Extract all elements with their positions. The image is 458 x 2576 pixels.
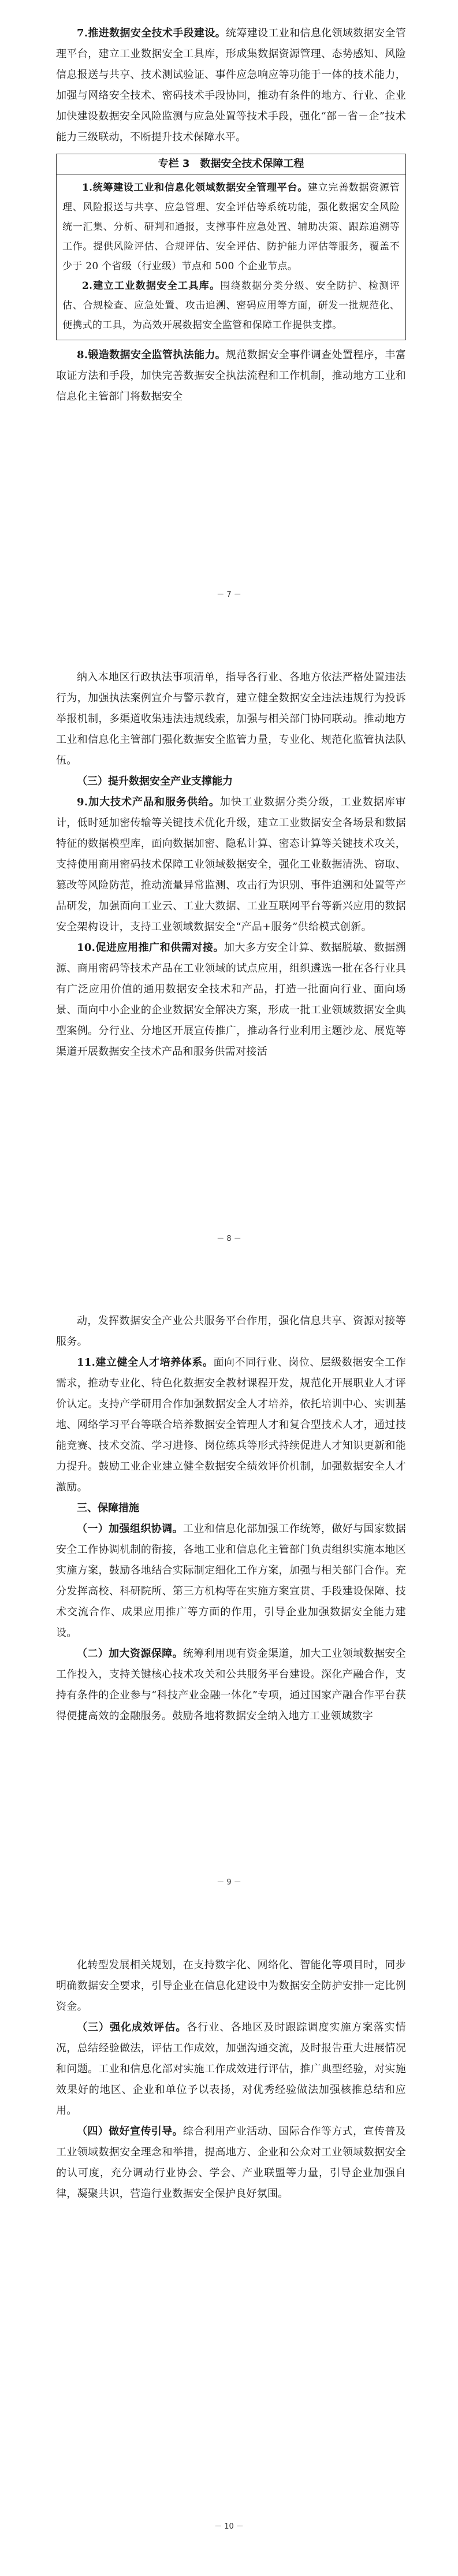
paragraph xyxy=(56,1519,406,1644)
paragraph-lead: 7.推进数据安全技术手段建设。 xyxy=(77,27,226,39)
paragraph-text: 面向不同行业、岗位、层级数据安全工作需求，推动专业化、特色化数据安全教材课程开发，规范化开展职业人才评价认定。支持产学研用合作加强数据安全人才培养，依托培训中心、实训基地、网络学习平台等联合培养数据安全管理人才和复合型技术人才，通过技能竞赛、技术交流、学习进修、岗位练兵等形式持续促进人才知识更新和能力提升。鼓励工业企业建立健全数据安全绩效评价机制，加强数据安全人才激励。 xyxy=(56,1356,407,1493)
paragraph-lead: （二）加大资源保障。 xyxy=(77,1648,183,1660)
paragraph-lead: （四）做好宣传引导。 xyxy=(77,2125,183,2138)
page-content xyxy=(56,23,406,407)
paragraph-lead: 11.建立健全人才培养体系。 xyxy=(77,1356,214,1369)
sidebar-box xyxy=(56,154,406,340)
paragraph: 化转型发展相关规划，在支持数字化、网络化、智能化等项目时，同步明确数据安全要求，引导企业在信息化建设中为数据安全防护安排一定比例资金。 xyxy=(56,1959,406,2013)
page-number: － 8 － xyxy=(217,1235,241,1243)
document-page xyxy=(0,0,458,644)
section-heading: （三）提升数据安全产业支撑能力 xyxy=(77,775,233,787)
paragraph-text: 统筹利用现有资金渠道，加大工业领域数据安全工作投入，支持关键核心技术攻关和公共服务平台建设。深化产融合作，支持有条件的企业参与“科技产业金融一体化”专项，通过国家产融合作平台获得便捷高效的金融服务。鼓励各地将数据安全纳入地方工业领域数字 xyxy=(56,1648,406,1722)
box-title: 专栏 3 数据安全技术保障工程 xyxy=(57,154,405,174)
paragraph xyxy=(56,938,406,1062)
paragraph xyxy=(56,792,406,938)
section-heading: 三、保障措施 xyxy=(77,1502,139,1514)
paragraph-lead: （一）加强组织协调。 xyxy=(77,1523,183,1535)
paragraph-text: 统筹建设工业和信息化领域数据安全管理平台，建立工业数据安全工具库，形成集数据资源管理、态势感知、风险信息报送与共享、技术测试验证、事件应急响应等功能于一体的技术能力，加强与网络安全技术、密码技术手段协同，推动有条件的地方、行业、企业加快建设数据安全风险监测与应急处置等技术手段，强化“部－省－企”技术能力三级联动，不断提升技术保障水平。 xyxy=(56,27,406,143)
paragraph-text: 规范数据安全事件调查处置程序，丰富取证方法和手段，加快完善数据安全执法流程和工作机制，推动地方工业和信息化主管部门将数据安全 xyxy=(56,349,406,403)
paragraph-text: 各行业、各地区及时跟踪调度实施方案落实情况，总结经验做法，评估工作成效，加强沟通交流，及时报告重大进展情况和问题。工业和信息化部对实施工作成效进行评估，推广典型经验，对实施效果好的地区、企业和单位予以表扬，对优秀经验做法加强核推总结和应用。 xyxy=(56,2021,407,2117)
box-paragraph-lead: 1.统筹建设工业和信息化领域数据安全管理平台。 xyxy=(82,182,308,194)
box-paragraph xyxy=(62,178,400,276)
page-number: － 9 － xyxy=(217,1878,241,1887)
paragraph-lead: 8.锻造数据安全监管执法能力。 xyxy=(77,349,226,361)
box-paragraph-text: 围绕数据分类分级、安全防护、检测评估、合规检查、应急处置、攻击追溯、密码应用等方面，研发一批规范化、便携式的工具，为高效开展数据安全监管和保障工作提供支撑。 xyxy=(62,280,400,331)
page-content xyxy=(56,1311,406,1727)
page-content xyxy=(56,667,406,1062)
paragraph-text: 加快工业数据分类分级，工业数据库审计，低时延加密传输等关键技术优化升级，建立工业数据安全各场景和数据特征的数据模型库，面向数据加密、隐私计算、密态计算等关键技术攻关，支持使用商用密码技术保障工业领域数据安全，强化工业数据清洗、窃取、篡改等风险防范，推动流量异常监测、攻击行为识别、事件追溯和处置等产品研发，加强面向工业云、工业大数据、工业互联网平台等新兴应用的数据安全架构设计，支持工业领域数据安全“产品+服务”供给模式创新。 xyxy=(56,796,406,933)
page-content xyxy=(56,1955,406,2205)
paragraph xyxy=(56,1352,406,1498)
paragraph xyxy=(56,1644,406,1727)
paragraph xyxy=(56,2121,406,2205)
document-page xyxy=(0,644,458,1288)
paragraph-lead: 10.促进应用推广和供需对接。 xyxy=(77,942,224,954)
document-page xyxy=(0,1288,458,1932)
paragraph-text: 加大多方安全计算、数据脱敏、数据溯源、商用密码等技术产品在工业领域的试点应用，组织遴选一批在各行业具有广泛应用价值的通用数据安全技术和产品，打造一批面向行业、面向场景、面向中小企业的企业数据安全解决方案，形成一批工业领域数据安全典型案例。分行业、分地区开展宣传推广，推动各行业利用主题沙龙、展览等渠道开展数据安全技术产品和服务供需对接活 xyxy=(56,942,406,1058)
box-paragraph-text: 建立完善数据资源管理、风险报送与共享、应急管理、安全评估等系统功能，强化数据安全风险统一汇集、分析、研判和通报，支撑事件应急处置、辅助决策、跟踪追溯等工作。提供风险评估、合规评估、安全评估、防护能力评估等服务，覆盖不少于 20 个省级（行业级）节点和 500 个企业节点。 xyxy=(62,182,400,272)
paragraph: 纳入本地区行政执法事项清单，指导各行业、各地方依法严格处置违法行为，加强执法案例宣介与警示教育，建立健全数据安全违法违规行为投诉举报机制，多渠道收集违法违规线索，加强与相关部门协同联动。推动地方工业和信息化主管部门强化数据安全监管力量，专业化、规范化监管执法队伍。 xyxy=(56,671,406,767)
paragraph xyxy=(56,23,406,148)
box-body xyxy=(57,174,405,340)
paragraph-lead: 9.加大技术产品和服务供给。 xyxy=(77,796,220,808)
box-paragraph xyxy=(62,276,400,335)
page-number: － 10 － xyxy=(214,2522,244,2531)
paragraph-text: 工业和信息化部加强工作统筹，做好与国家数据安全工作协调机制的衔接，各地工业和信息化主管部门负责组织实施本地区实施方案，鼓励各地结合实际制定细化工作方案，加强与相关部门合作。充分发挥高校、科研院所、第三方机构等在实施方案宣贯、手段建设保障、技术交流合作、成果应用推广等方面的作用，引导企业加强数据安全能力建设。 xyxy=(56,1523,406,1639)
document-page xyxy=(0,1932,458,2576)
paragraph-text: 综合利用产业活动、国际合作等方式，宣传普及工业领域数据安全理念和举措，提高地方、企业和公众对工业领域数据安全的认可度，充分调动行业协会、学会、产业联盟等力量，引导企业加强自律，凝聚共识，营造行业数据安全保护良好氛围。 xyxy=(56,2125,406,2200)
page-number: － 7 － xyxy=(217,590,241,599)
paragraph xyxy=(56,345,406,407)
box-paragraph-lead: 2.建立工业数据安全工具库。 xyxy=(82,280,221,292)
paragraph xyxy=(56,2017,406,2121)
paragraph-lead: （三）强化成效评估。 xyxy=(77,2021,187,2034)
paragraph: 动，发挥数据安全产业公共服务平台作用，强化信息共享、资源对接等服务。 xyxy=(56,1315,406,1348)
